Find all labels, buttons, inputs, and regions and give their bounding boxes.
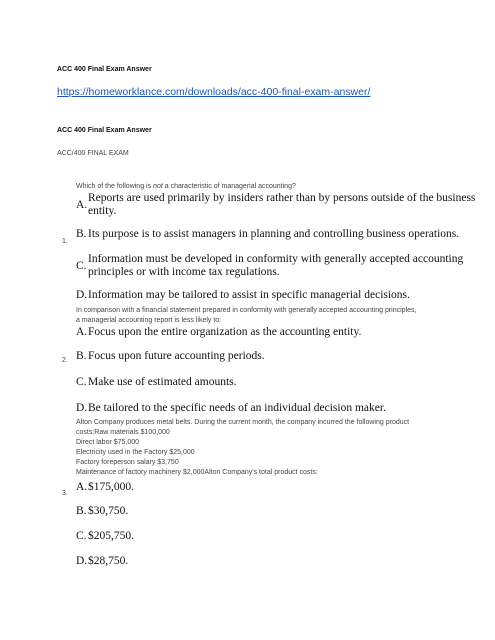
option-text: $205,750. (88, 530, 134, 542)
option-letter: D. (76, 289, 88, 301)
option-text: Make use of estimated amounts. (88, 376, 237, 388)
question-1-option-d[interactable] (76, 289, 410, 302)
option-text: $30,750. (88, 505, 129, 517)
option-letter: C. (76, 259, 87, 272)
option-text: $28,750. (88, 555, 129, 567)
option-text: $175,000. (88, 481, 134, 493)
option-letter: A. (76, 198, 88, 211)
question-2-number: 2. (62, 357, 68, 364)
option-letter: A. (76, 326, 88, 338)
download-link[interactable]: https://homeworklance.com/downloads/acc-400-final-exam-answer/ (57, 86, 371, 98)
option-letter: C. (76, 376, 87, 388)
question-1-number: 1. (62, 238, 68, 245)
question-1-option-a[interactable] (76, 192, 475, 218)
option-letter: D. (76, 402, 88, 414)
option-letter: B. (76, 350, 87, 362)
option-letter: B. (76, 228, 87, 240)
option-text: Its purpose is to assist managers in planning and controlling business operations. (88, 228, 460, 240)
question-3-option-a[interactable] (76, 481, 134, 494)
question-3-option-d[interactable] (76, 555, 128, 568)
question-3-option-c[interactable] (76, 530, 134, 543)
option-letter: A. (76, 481, 88, 493)
question-3-stem: Alton Company produces metal belts. During the current month, the company incurred the following product costs:Raw materials $100,000 Direct labor $75,000 Electricity used in the Factory $25,000 Factory foreperson salary $3,750 Maintenance of factory machinery $2,000Alton Company's total product costs: (76, 419, 410, 476)
question-1-option-c[interactable] (76, 253, 463, 279)
option-letter: C. (76, 530, 87, 542)
question-2-option-b[interactable] (76, 350, 265, 363)
option-text: Information may be tailored to assist in specific managerial decisions. (88, 289, 410, 301)
option-text-line: Information must be developed in conformity with generally accepted accounting (88, 253, 464, 265)
exam-label: ACC/400 FINAL EXAM (57, 150, 129, 157)
option-text: Focus upon future accounting periods. (88, 350, 265, 362)
question-3-option-b[interactable] (76, 505, 128, 518)
question-2-stem: In comparison with a financial statement prepared in conformity with generally accepted accounting principles, a managerial accounting report is less likely to: (76, 307, 417, 324)
option-text-line: principles or with income tax regulations. (88, 266, 280, 278)
option-letter: D. (76, 555, 88, 567)
option-letter: B. (76, 505, 87, 517)
option-text: Be tailored to the specific needs of an individual decision maker. (88, 402, 386, 414)
document-title: ACC 400 Final Exam Answer (57, 66, 152, 73)
question-2-option-a[interactable] (76, 326, 361, 339)
question-2-option-d[interactable] (76, 402, 386, 415)
question-2-option-c[interactable] (76, 376, 237, 389)
section-title: ACC 400 Final Exam Answer (57, 127, 152, 134)
question-1-stem: Which of the following is not a characteristic of managerial accounting? (76, 183, 296, 190)
question-1-option-b[interactable] (76, 228, 459, 241)
option-text-line: entity. (88, 205, 117, 217)
question-3-number: 3. (62, 490, 68, 497)
option-text-line: Reports are used primarily by insiders rather than by persons outside of the business (88, 192, 476, 204)
option-text: Focus upon the entire organization as the accounting entity. (88, 326, 362, 338)
